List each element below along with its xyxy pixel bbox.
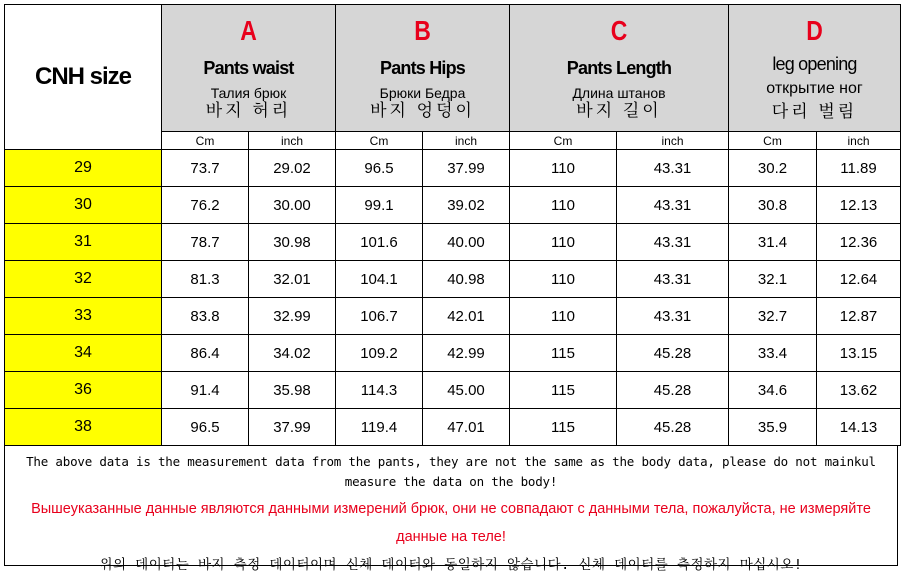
disclaimer-russian: Вышеуказанные данные являются данными измерений брюк, они не совпадают с данными тела, пожалуйста, не измеряйте данные на теле! [31,501,871,545]
size-label: 31 [5,224,162,261]
size-label: 33 [5,298,162,335]
measurement-cell: 99.1 [336,187,423,224]
unit-label: inch [423,132,510,150]
measurement-cell: 13.62 [817,372,901,409]
group-title-en: Pants Length [566,58,672,78]
unit-label: Cm [729,132,817,150]
group-letter: D [806,14,823,46]
size-row [5,409,901,446]
measurement-cell: 43.31 [617,224,729,261]
header-pants-length [510,5,729,132]
size-chart [4,4,899,572]
unit-label: Cm [162,132,249,150]
size-row [5,224,901,261]
measurement-cell: 13.15 [817,335,901,372]
group-title-en: Pants Hips [379,58,466,78]
size-row [5,335,901,372]
size-table [4,4,901,446]
measurement-cell: 78.7 [162,224,249,261]
measurement-cell: 30.98 [249,224,336,261]
measurement-cell: 47.01 [423,409,510,446]
measurement-cell: 29.02 [249,150,336,187]
measurement-cell: 12.87 [817,298,901,335]
measurement-cell: 30.2 [729,150,817,187]
group-letter: B [414,15,431,46]
measurement-cell: 30.00 [249,187,336,224]
measurement-cell: 45.28 [617,372,729,409]
group-title-ko: 바지 길이 [576,101,662,120]
measurement-cell: 34.02 [249,335,336,372]
measurement-cell: 109.2 [336,335,423,372]
measurement-cell: 45.28 [617,409,729,446]
header-pants-hips [336,5,510,132]
measurement-cell: 42.01 [423,298,510,335]
measurement-cell: 110 [510,298,617,335]
measurement-cell: 96.5 [336,150,423,187]
measurement-cell: 110 [510,187,617,224]
measurement-cell: 34.6 [729,372,817,409]
group-title-ru: Длина штанов [572,85,666,101]
measurement-cell: 43.31 [617,150,729,187]
unit-label: Cm [336,132,423,150]
measurement-cell: 110 [510,150,617,187]
measurement-cell: 33.4 [729,335,817,372]
group-title-ru: Талия брюк [210,85,287,101]
header-row [5,5,901,132]
measurement-cell: 39.02 [423,187,510,224]
disclaimer-english: The above data is the measurement data from the pants, they are not the same as the body data, please do not mainkul measure the data on the body! [26,454,876,489]
measurement-cell: 35.9 [729,409,817,446]
measurement-cell: 96.5 [162,409,249,446]
measurement-cell: 45.00 [423,372,510,409]
group-title-ko: 다리 벌림 [771,101,858,121]
measurement-cell: 32.7 [729,298,817,335]
measurement-cell: 114.3 [336,372,423,409]
group-title-en: leg opening [772,53,857,74]
measurement-cell: 12.64 [817,261,901,298]
group-title-ru: Брюки Бедра [379,85,466,101]
measurement-cell: 32.99 [249,298,336,335]
measurement-cell: 73.7 [162,150,249,187]
measurement-cell: 14.13 [817,409,901,446]
measurement-cell: 45.28 [617,335,729,372]
measurement-cell: 37.99 [249,409,336,446]
unit-label: inch [817,132,901,150]
measurement-cell: 115 [510,372,617,409]
measurement-cell: 115 [510,335,617,372]
unit-label: Cm [510,132,617,150]
measurement-cell: 42.99 [423,335,510,372]
unit-label: inch [617,132,729,150]
measurement-cell: 43.31 [617,298,729,335]
size-row [5,372,901,409]
measurement-cell: 110 [510,224,617,261]
group-title-ko: 바지 엉덩이 [370,101,475,120]
measurement-cell: 12.13 [817,187,901,224]
measurement-cell: 35.98 [249,372,336,409]
measurement-cell: 110 [510,261,617,298]
measurement-cell: 37.99 [423,150,510,187]
measurement-cell: 104.1 [336,261,423,298]
measurement-cell: 86.4 [162,335,249,372]
size-row [5,261,901,298]
disclaimer-box [4,445,898,573]
size-column-header: CNH size [5,5,162,150]
group-title-en: Pants waist [203,58,294,78]
group-title-ru: открытие ног [766,79,863,97]
measurement-cell: 30.8 [729,187,817,224]
size-label: 38 [5,409,162,446]
measurement-cell: 115 [510,409,617,446]
header-leg-opening [729,5,901,132]
measurement-cell: 32.01 [249,261,336,298]
size-label: 32 [5,261,162,298]
measurement-cell: 106.7 [336,298,423,335]
size-label: 34 [5,335,162,372]
measurement-cell: 40.00 [423,224,510,261]
size-row [5,187,901,224]
size-label: 36 [5,372,162,409]
group-title-ko: 바지 허리 [205,101,292,120]
measurement-cell: 31.4 [729,224,817,261]
measurement-cell: 12.36 [817,224,901,261]
measurement-cell: 119.4 [336,409,423,446]
size-label: 29 [5,150,162,187]
measurement-cell: 32.1 [729,261,817,298]
measurement-cell: 101.6 [336,224,423,261]
measurement-cell: 91.4 [162,372,249,409]
measurement-cell: 40.98 [423,261,510,298]
disclaimer-korean: 위의 데이터는 바지 측정 데이터이며 신체 데이터와 동일하지 않습니다. 신체 데이터를 측정하지 마십시오! [99,557,803,573]
size-row [5,298,901,335]
header-pants-waist [162,5,336,132]
group-letter: A [240,15,257,46]
measurement-cell: 76.2 [162,187,249,224]
size-label: 30 [5,187,162,224]
measurement-cell: 43.31 [617,261,729,298]
measurement-cell: 11.89 [817,150,901,187]
unit-label: inch [249,132,336,150]
size-row [5,150,901,187]
measurement-cell: 43.31 [617,187,729,224]
measurement-cell: 81.3 [162,261,249,298]
measurement-cell: 83.8 [162,298,249,335]
group-letter: C [610,15,628,46]
